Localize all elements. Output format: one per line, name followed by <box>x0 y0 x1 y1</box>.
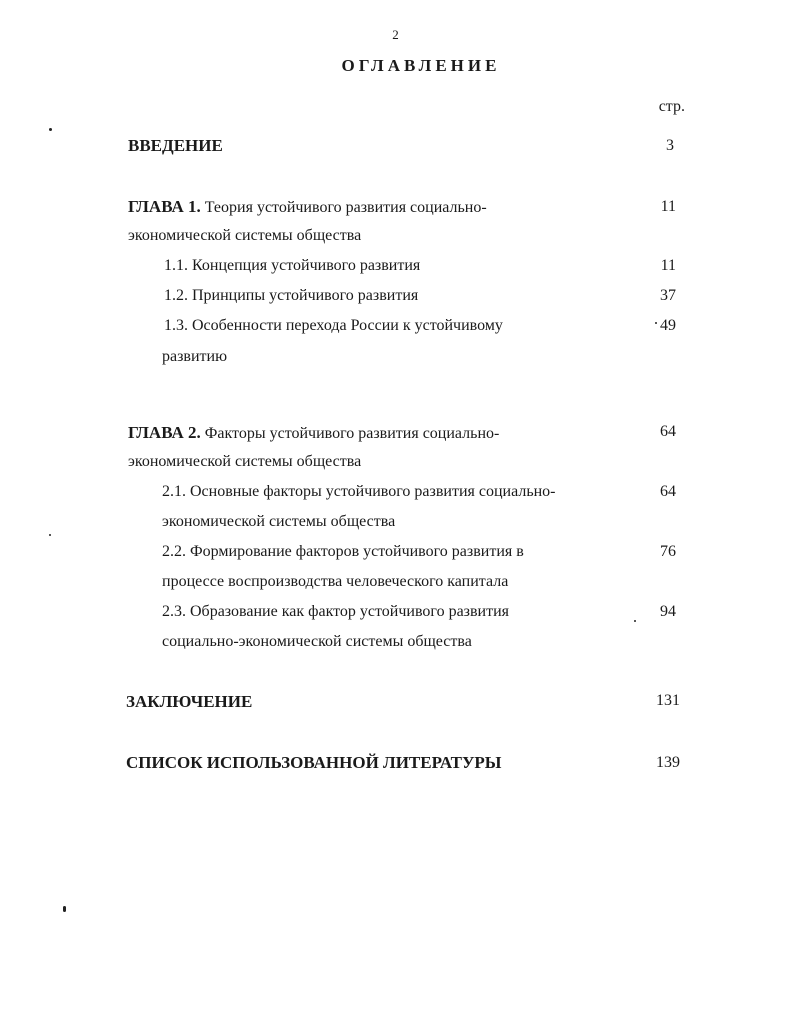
toc-section-2-1-line-2: экономической системы общества <box>162 513 396 530</box>
toc-section-1-3-page: 49 <box>660 317 676 334</box>
scan-speck <box>634 620 636 622</box>
toc-chapter-2[interactable] <box>128 423 499 443</box>
toc-section-1-2[interactable]: 1.2. Принципы устойчивого развития <box>164 287 419 304</box>
chapter-2-title-line-1: Факторы устойчивого развития социально- <box>200 425 500 442</box>
toc-section-1-3[interactable]: 1.3. Особенности перехода России к устойчивому <box>164 317 503 334</box>
chapter-1-title-line-2: экономической системы общества <box>128 227 362 244</box>
scan-speck <box>49 534 51 536</box>
toc-section-2-3-line-2: социально-экономической системы общества <box>162 633 472 650</box>
toc-section-2-1[interactable]: 2.1. Основные факторы устойчивого развития социально- <box>162 483 556 500</box>
chapter-1-prefix: ГЛАВА 1. <box>128 197 201 216</box>
chapter-2-title-line-2: экономической системы общества <box>128 453 362 470</box>
toc-section-1-2-page: 37 <box>660 287 676 304</box>
toc-conclusion-label[interactable]: ЗАКЛЮЧЕНИЕ <box>126 692 253 711</box>
page-number: 2 <box>392 27 399 42</box>
toc-section-1-1-page: 11 <box>660 257 676 274</box>
toc-section-1-1[interactable]: 1.1. Концепция устойчивого развития <box>164 257 421 274</box>
toc-section-2-3[interactable]: 2.3. Образование как фактор устойчивого развития <box>162 603 510 620</box>
toc-chapter-1[interactable] <box>128 197 487 217</box>
toc-references-label[interactable]: СПИСОК ИСПОЛЬЗОВАННОЙ ЛИТЕРАТУРЫ <box>126 753 502 772</box>
scan-speck <box>49 128 52 131</box>
toc-conclusion-page: 131 <box>656 692 680 709</box>
toc-intro-label[interactable]: ВВЕДЕНИЕ <box>128 136 223 155</box>
toc-section-2-2-page: 76 <box>660 543 676 560</box>
toc-references-page: 139 <box>656 754 680 771</box>
toc-section-2-2-line-2: процессе воспроизводства человеческого капитала <box>162 573 509 590</box>
page-title: ОГЛАВЛЕНИЕ <box>341 56 501 75</box>
toc-chapter-1-page: 11 <box>660 198 676 215</box>
toc-chapter-2-page: 64 <box>660 423 676 440</box>
toc-section-2-1-page: 64 <box>660 483 676 500</box>
scan-speck <box>655 322 657 324</box>
toc-intro-page: 3 <box>666 137 674 154</box>
chapter-2-prefix: ГЛАВА 2. <box>128 423 201 442</box>
scan-speck <box>63 906 66 912</box>
page-column-label: стр. <box>658 98 685 115</box>
toc-section-2-3-page: 94 <box>660 603 676 620</box>
toc-section-2-2[interactable]: 2.2. Формирование факторов устойчивого развития в <box>162 543 524 560</box>
toc-section-1-3-line-2: развитию <box>162 348 228 365</box>
chapter-1-title-line-1: Теория устойчивого развития социально- <box>200 199 487 216</box>
